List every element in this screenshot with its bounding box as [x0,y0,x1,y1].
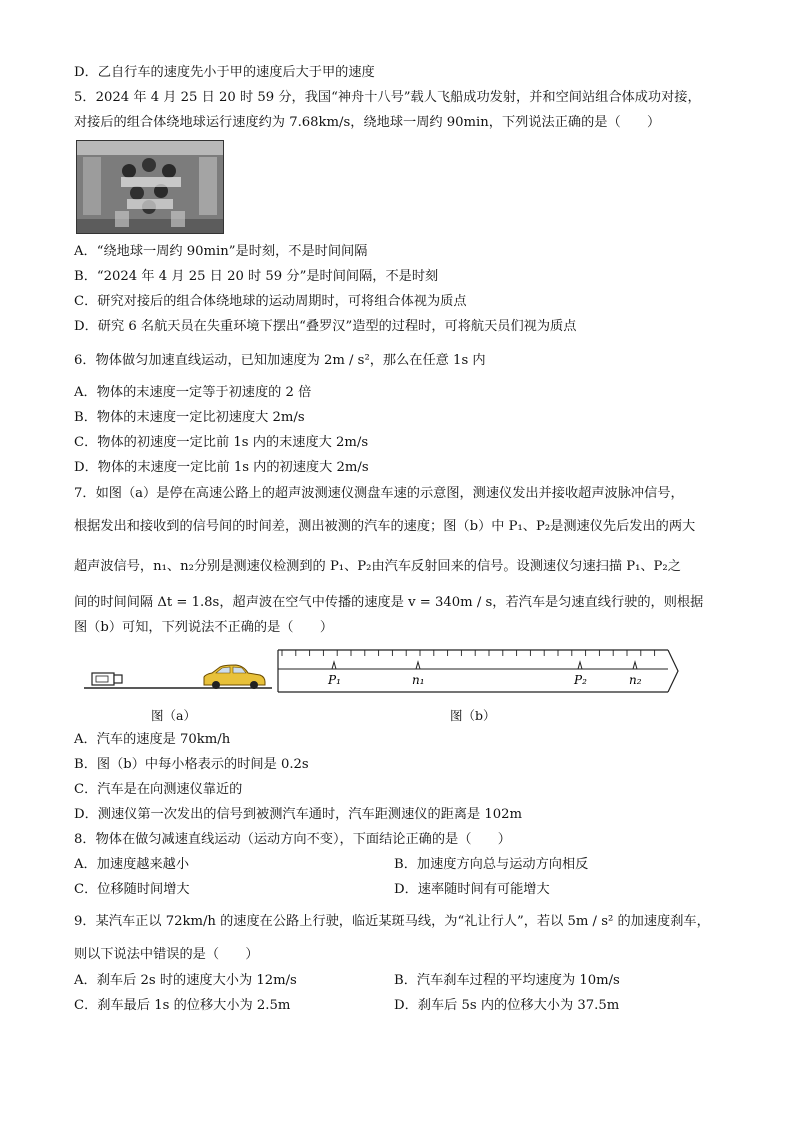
pulse-n1 [416,662,420,669]
q8-option-c: C．位移随时间增大 [74,882,190,897]
label-p1: P₁ [328,673,341,687]
car-icon [204,665,265,689]
q6-option-d: D．物体的末速度一定比前 1s 内的初速度大 2m/s [74,460,369,475]
q6-option-a: A．物体的末速度一定等于初速度的 2 倍 [74,385,312,400]
scale-ticks [278,650,668,669]
q9-option-c: C．刹车最后 1s 的位移大小为 2.5m [74,998,291,1013]
q7-option-c: C．汽车是在向测速仪靠近的 [74,782,243,797]
q5-stem-line2: 对接后的组合体绕地球运行速度约为 7.68km/s，绕地球一周约 90min，下列说法正确的是（ ） [74,115,661,130]
label-n1: n₁ [412,673,425,687]
figure-b-caption: 图（b） [450,708,496,723]
astronaut-photo-image [77,141,223,233]
q8-option-b: B．加速度方向总与运动方向相反 [394,857,589,872]
q6-option-c: C．物体的初速度一定比前 1s 内的末速度大 2m/s [74,435,369,450]
q8-stem: 8．物体在做匀减速直线运动（运动方向不变），下面结论正确的是（ ） [74,832,511,847]
q7-stem-line2: 根据发出和接收到的信号间的时间差，测出被测的汽车的速度；图（b）中 P₁、P₂是测速仪先后发出的两大 [74,519,696,534]
q4-option-d: D．乙自行车的速度先小于甲的速度后大于甲的速度 [74,65,375,80]
label-n2: n₂ [629,673,642,687]
q5-option-b: B．“2024 年 4 月 25 日 20 时 59 分”是时间间隔，不是时刻 [74,269,439,284]
q5-option-d: D．研究 6 名航天员在失重环境下摆出“叠罗汉”造型的过程时，可将航天员们视为质点 [74,319,577,334]
q9-option-a: A．刹车后 2s 时的速度大小为 12m/s [74,973,297,988]
astronaut-photo [76,140,224,234]
q5-option-c: C．研究对接后的组合体绕地球的运动周期时，可将组合体视为质点 [74,294,467,309]
q5-stem-line1: 5．2024 年 4 月 25 日 20 时 59 分，我国“神舟十八号”载人飞船成功发射，并和空间站组合体成功对接， [74,90,701,105]
figure-a-diagram [84,655,274,695]
q6-stem: 6．物体做匀加速直线运动，已知加速度为 2m / s²，那么在任意 1s 内 [74,353,486,368]
pulse-n2 [633,662,637,669]
label-p2: P₂ [574,673,587,687]
q7-stem-line1: 7．如图（a）是停在高速公路上的超声波测速仪测盘车速的示意图，测速仪发出并接收超声波脉冲信号， [74,486,684,501]
q7-option-b: B．图（b）中每小格表示的时间是 0.2s [74,757,309,772]
q9-option-b: B．汽车刹车过程的平均速度为 10m/s [394,973,620,988]
q8-option-d: D．速率随时间有可能增大 [394,882,550,897]
figure-a-caption: 图（a） [151,708,196,723]
q9-stem-line2: 则以下说法中错误的是（ ） [74,947,259,962]
pulse-p2 [578,662,582,669]
q9-option-d: D．刹车后 5s 内的位移大小为 37.5m [394,998,620,1013]
q7-option-a: A．汽车的速度是 70km/h [74,732,231,747]
q7-stem-line5: 图（b）可知，下列说法不正确的是（ ） [74,620,334,635]
q7-option-d: D．测速仪第一次发出的信号到被测汽车通时，汽车距测速仪的距离是 102m [74,807,523,822]
figure-b-diagram [276,648,688,696]
pulse-p1 [332,662,336,669]
speed-gun-icon [92,673,122,685]
q8-option-a: A．加速度越来越小 [74,857,190,872]
q6-option-b: B．物体的末速度一定比初速度大 2m/s [74,410,305,425]
q7-stem-line4: 间的时间间隔 Δt = 1.8s，超声波在空气中传播的速度是 v = 340m / s，若汽车是匀速直线行驶的，则根据 [74,595,704,610]
q9-stem-line1: 9．某汽车正以 72km/h 的速度在公路上行驶，临近某斑马线，为“礼让行人”，若以 5m / s² 的加速度刹车， [74,914,710,929]
q5-option-a: A．“绕地球一周约 90min”是时刻，不是时间间隔 [74,244,368,259]
q7-stem-line3: 超声波信号，n₁、n₂分别是测速仪检测到的 P₁、P₂由汽车反射回来的信号。设测速仪匀速扫描 P₁、P₂之 [74,559,681,574]
